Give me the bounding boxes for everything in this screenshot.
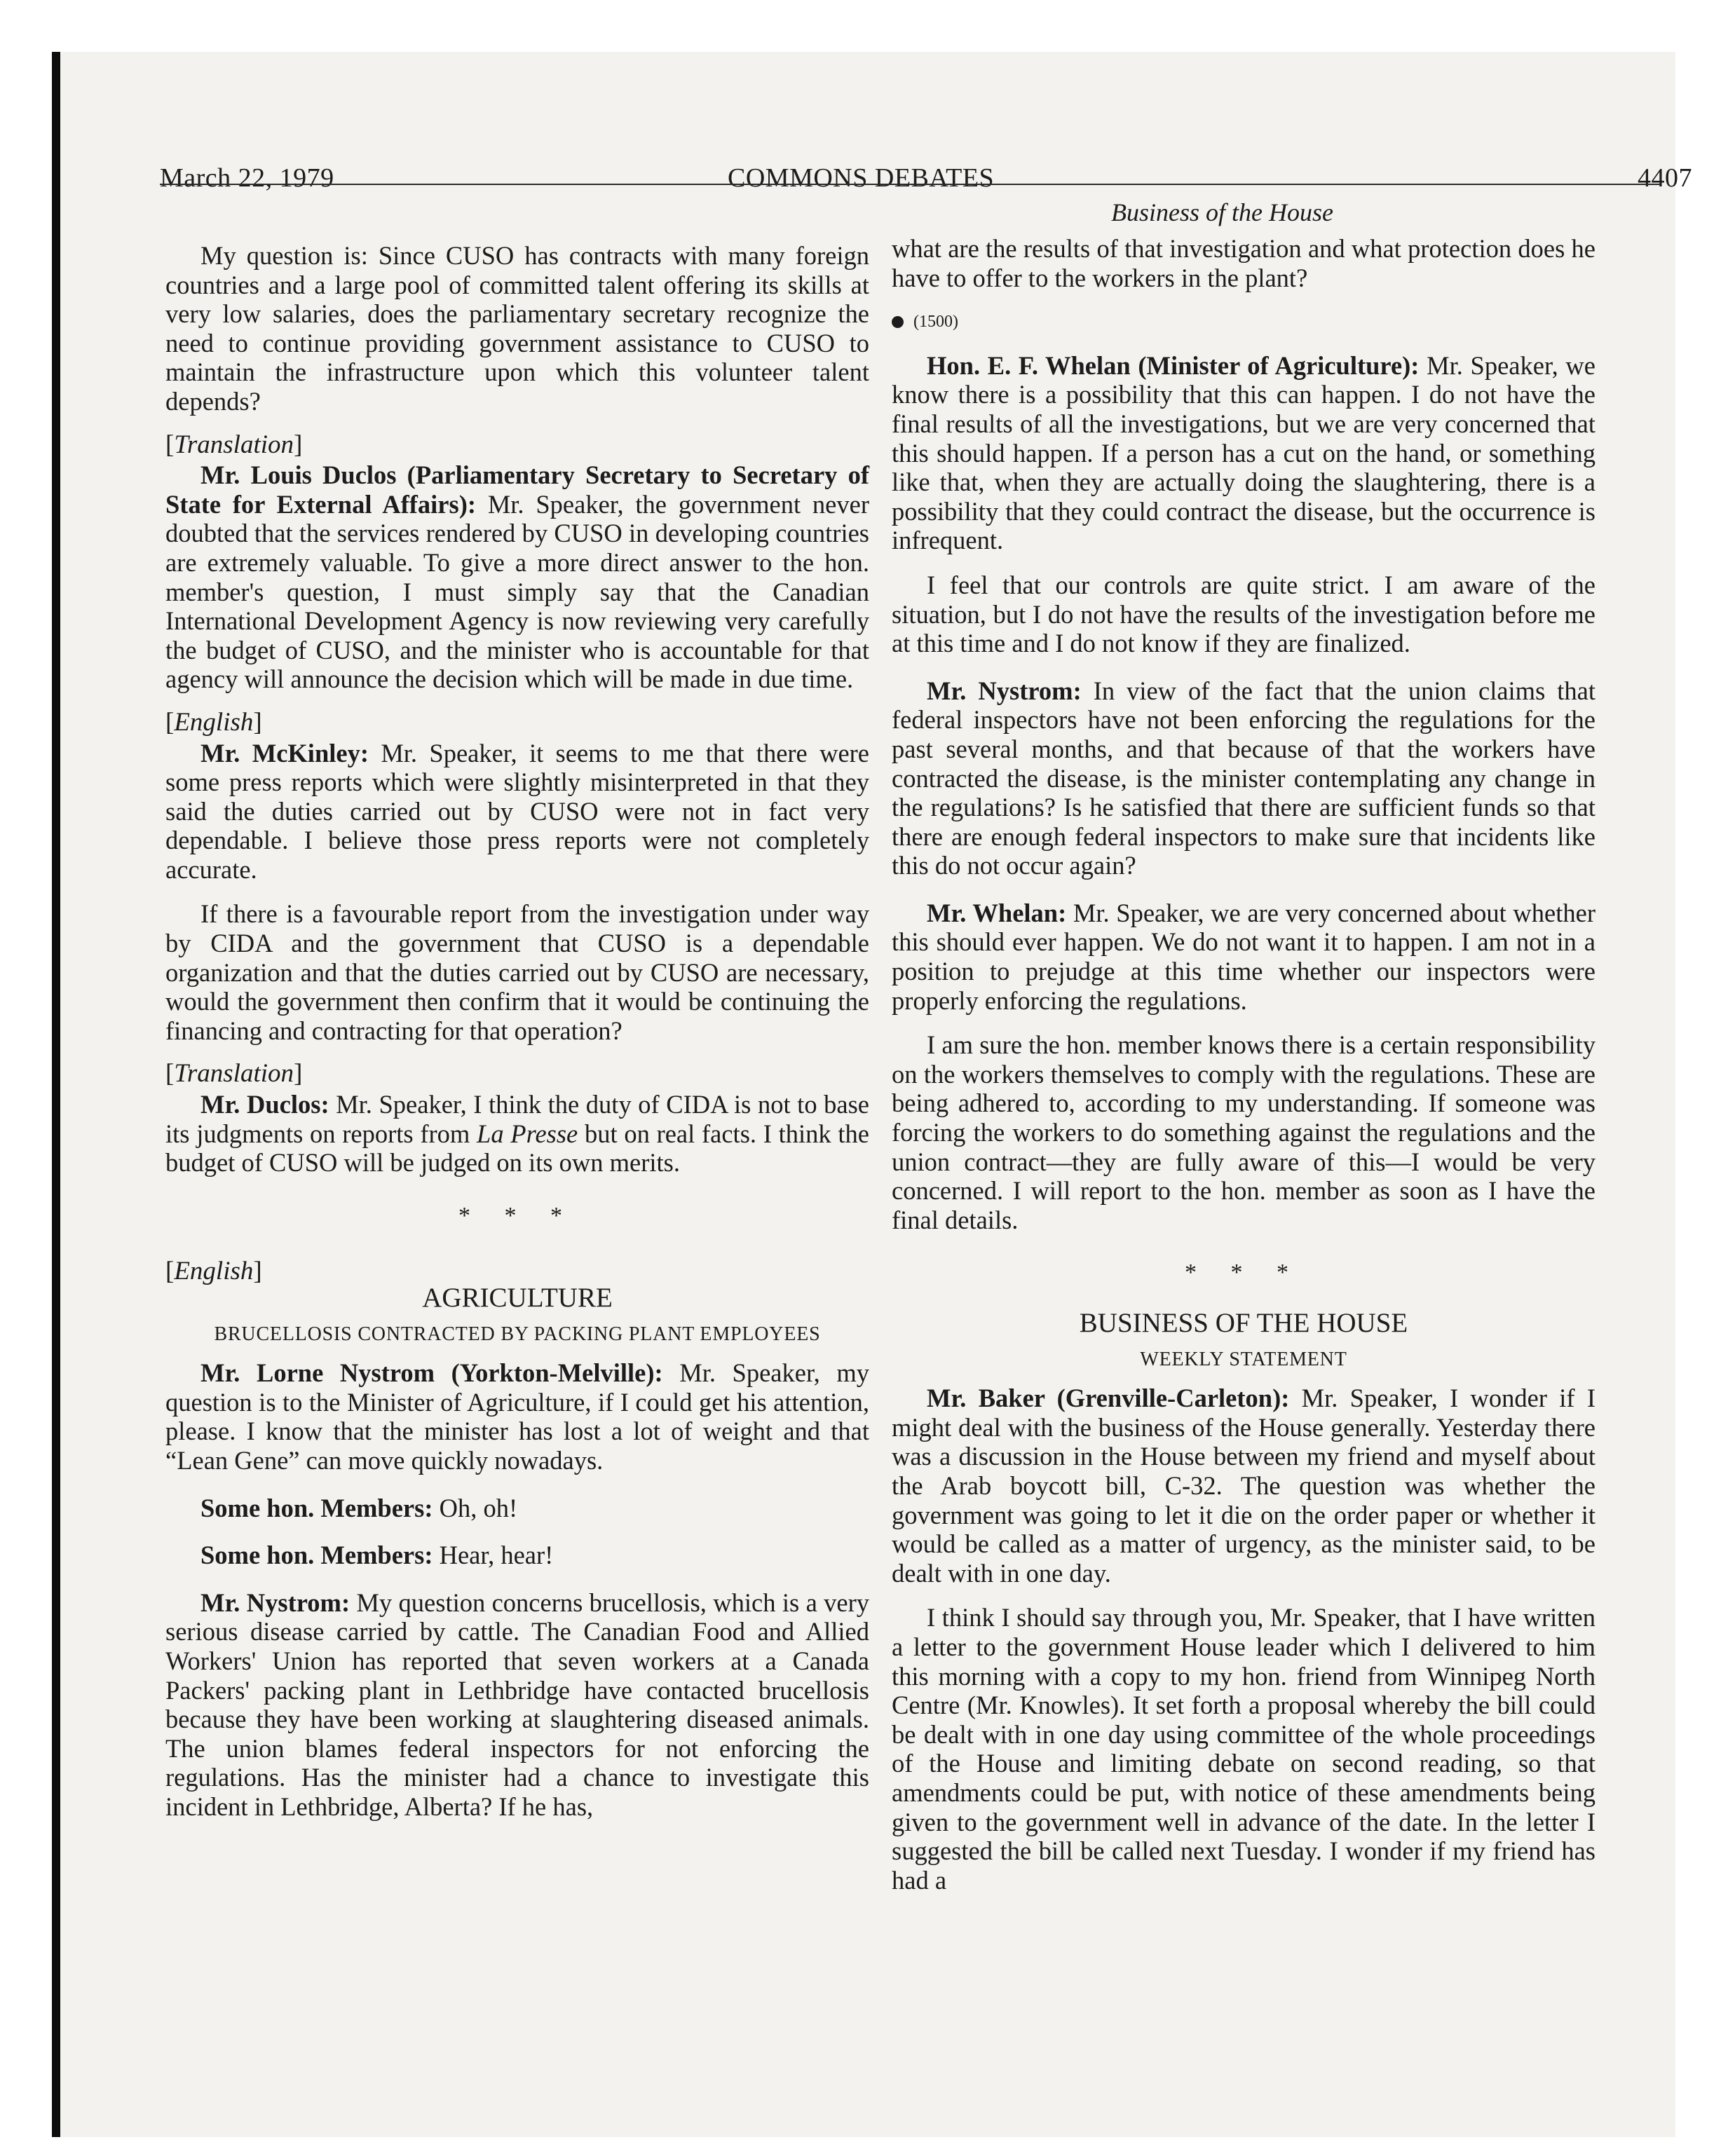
paragraph-nystrom-question: Mr. Lorne Nystrom (Yorkton-Melville): Mr. Speaker, my question is to the Minister of Agriculture, if I could get his attention, please. I know that the minister has lost a lot of weight and that “Lean Gene” can move quickly nowadays. (165, 1358, 869, 1475)
section-separator: * * * (458, 1202, 576, 1229)
paragraph-members-interjection-2: Some hon. Members: Hear, hear! (200, 1541, 554, 1570)
paragraph-whelan-answer: Hon. E. F. Whelan (Minister of Agriculture): Mr. Speaker, we know there is a possibility that this can happen. I do not have the final results of all the investigations, but we are very concerned that this should happen. If a person has a cut on the hand, or something like that, when they are actually doing the slaughtering, there is a possibility that they could contract the disease, but the occurrence is infrequent. (892, 350, 1595, 555)
header-rule (160, 184, 1660, 185)
time-marker: (1500) (892, 308, 1595, 337)
speaker-name: Some hon. Members: (200, 1541, 433, 1570)
paragraph-cuso-question: My question is: Since CUSO has contracts with many foreign countries and a large pool of committed talent offering its skills at very low salaries, does the parliamentary secretary recognize the need to continue providing government assistance to CUSO to maintain the infrastructure upon which this volunteer talent depends? (165, 241, 869, 416)
header-page-number: 4407 (1638, 163, 1692, 193)
scan-edge (52, 52, 60, 2137)
paragraph-duclos-answer: Mr. Louis Duclos (Parliamentary Secretary to Secretary of State for External Affairs): Mr. Speaker, the government never doubted that the services rendered by CUSO in developing countries are extremely valuable. To give a more direct answer to the hon. member's question, I must simply say that the Canadian International Development Agency is now reviewing very carefully the budget of CUSO, and the minister who is accountable for that agency will announce the decision which will be made in due time. (165, 460, 869, 694)
language-label-english-2: [English] (165, 1257, 262, 1286)
bullet-dot-icon (892, 316, 904, 328)
speaker-name: Mr. Whelan: (927, 898, 1067, 927)
speaker-name: Hon. E. F. Whelan (Minister of Agriculture): (927, 350, 1420, 380)
speaker-name: Mr. McKinley: (200, 738, 369, 767)
paragraph-mckinley: Mr. McKinley: Mr. Speaker, it seems to me that there were some press reports which were slightly misinterpreted in that they said the duties carried out by CUSO were not in fact very dependable. I believe those press reports were not completely accurate. (165, 738, 870, 884)
speaker-name: Mr. Nystrom: (200, 1588, 351, 1617)
paragraph-whelan-reply: Mr. Whelan: Mr. Speaker, we are very concerned about whether this should ever happen. We do not want it to happen. I am not in a position to prejudge at this time whether our inspectors were properly enforcing the regulations. (892, 898, 1595, 1015)
language-label-english: [English] (165, 707, 262, 737)
paragraph-duclos-reply: Mr. Duclos: Mr. Speaker, I think the duty of CIDA is not to base its judgments on reports from La Presse but on real facts. I think the budget of CUSO will be judged on its own merits. (165, 1090, 869, 1178)
speaker-name: Mr. Baker (Grenville-Carleton): (927, 1384, 1290, 1413)
speaker-name: Some hon. Members: (200, 1493, 433, 1522)
running-head: Business of the House (1111, 198, 1333, 226)
section-subheading-brucellosis: BRUCELLOSIS CONTRACTED BY PACKING PLANT EMPLOYEES (214, 1323, 821, 1345)
speaker-name: Mr. Lorne Nystrom (Yorkton-Melville): (200, 1358, 663, 1388)
paragraph-continuation: what are the results of that investigation and what protection does he have to offer to the workers in the plant? (892, 234, 1595, 292)
paragraph-whelan-answer-2: I feel that our controls are quite strict. I am aware of the situation, but I do not have the results of the investigation before me at this time and I do not know if they are finalized. (892, 570, 1595, 658)
section-separator: * * * (1185, 1260, 1302, 1286)
header-date: March 22, 1979 (160, 163, 334, 193)
paragraph-whelan-reply-2: I am sure the hon. member knows there is a certain responsibility on the workers themselves to comply with the regulations. These are being adhered to, according to my understanding. If someone was forcing the workers to do something against the regulations and the union contract—they are fully aware of this—I would be very concerned. I will report to the hon. member as soon as I have the final details. (892, 1030, 1595, 1234)
header-title: COMMONS DEBATES (728, 163, 995, 193)
paragraph-baker-statement: Mr. Baker (Grenville-Carleton): Mr. Speaker, I wonder if I might deal with the business of the House generally. Yesterday there was a discussion in the House between my friend and myself about the Arab boycott bill, C-32. The question was whether the government was going to let it die on the order paper or whether it would be called as a matter of urgency, as the minister said, to be dealt with in one day. (892, 1384, 1596, 1588)
paragraph-baker-statement-2: I think I should say through you, Mr. Speaker, that I have written a letter to the government House leader which I delivered to him this morning with a copy to my hon. friend from Winnipeg North Centre (Mr. Knowles). It set forth a proposal whereby the bill could be dealt with in one day using committee of the whole proceedings of the House and limiting debate on second reading, so that amendments could be put, with notice of these amendments being given to the government well in advance of the date. In the letter I suggested the bill be called next Tuesday. I wonder if my friend has had a (892, 1603, 1595, 1895)
language-label-translation-2: [Translation] (165, 1059, 303, 1089)
paragraph-nystrom-brucellosis: Mr. Nystrom: My question concerns brucellosis, which is a very serious disease carried by cattle. The Canadian Food and Allied Workers' Union has reported that seven workers at a Canada Packers' packing plant in Lethbridge have contacted brucellosis because they have been working at slaughtering diseased animals. The union blames federal inspectors for not enforcing the regulations. Has the minister had a chance to investigate this incident in Lethbridge, Alberta? If he has, (165, 1588, 869, 1821)
paragraph-nystrom-followup: Mr. Nystrom: In view of the fact that the union claims that federal inspectors have not been enforcing the regulations for the past several months, and that because of that the workers have contracted the disease, is the minister contemplating any change in the regulations? Is he satisfied that there are sufficient funds so that there are enough federal inspectors to make sure that incidents like this do not occur again? (892, 676, 1595, 880)
section-subheading-weekly: WEEKLY STATEMENT (1140, 1348, 1347, 1370)
section-heading-business: BUSINESS OF THE HOUSE (1079, 1308, 1408, 1338)
paragraph-mckinley-2: If there is a favourable report from the investigation under way by CIDA and the government that CUSO is a dependable organization and that the duties carried out by CUSO are necessary, would the government then confirm that it would be continuing the financing and contracting for that operation? (165, 899, 869, 1045)
page-header (160, 151, 1692, 193)
left-column (165, 241, 869, 1822)
language-label-translation: [Translation] (165, 430, 303, 459)
paragraph-members-interjection: Some hon. Members: Oh, oh! (200, 1493, 518, 1522)
speaker-name: Mr. Louis Duclos (Parliamentary Secretary to Secretary of State for External Affairs): (165, 460, 869, 519)
speaker-name: Mr. Duclos: (200, 1090, 329, 1119)
right-column (892, 234, 1595, 1895)
speaker-name: Mr. Nystrom: (927, 676, 1082, 705)
section-heading-agriculture: AGRICULTURE (422, 1283, 613, 1313)
